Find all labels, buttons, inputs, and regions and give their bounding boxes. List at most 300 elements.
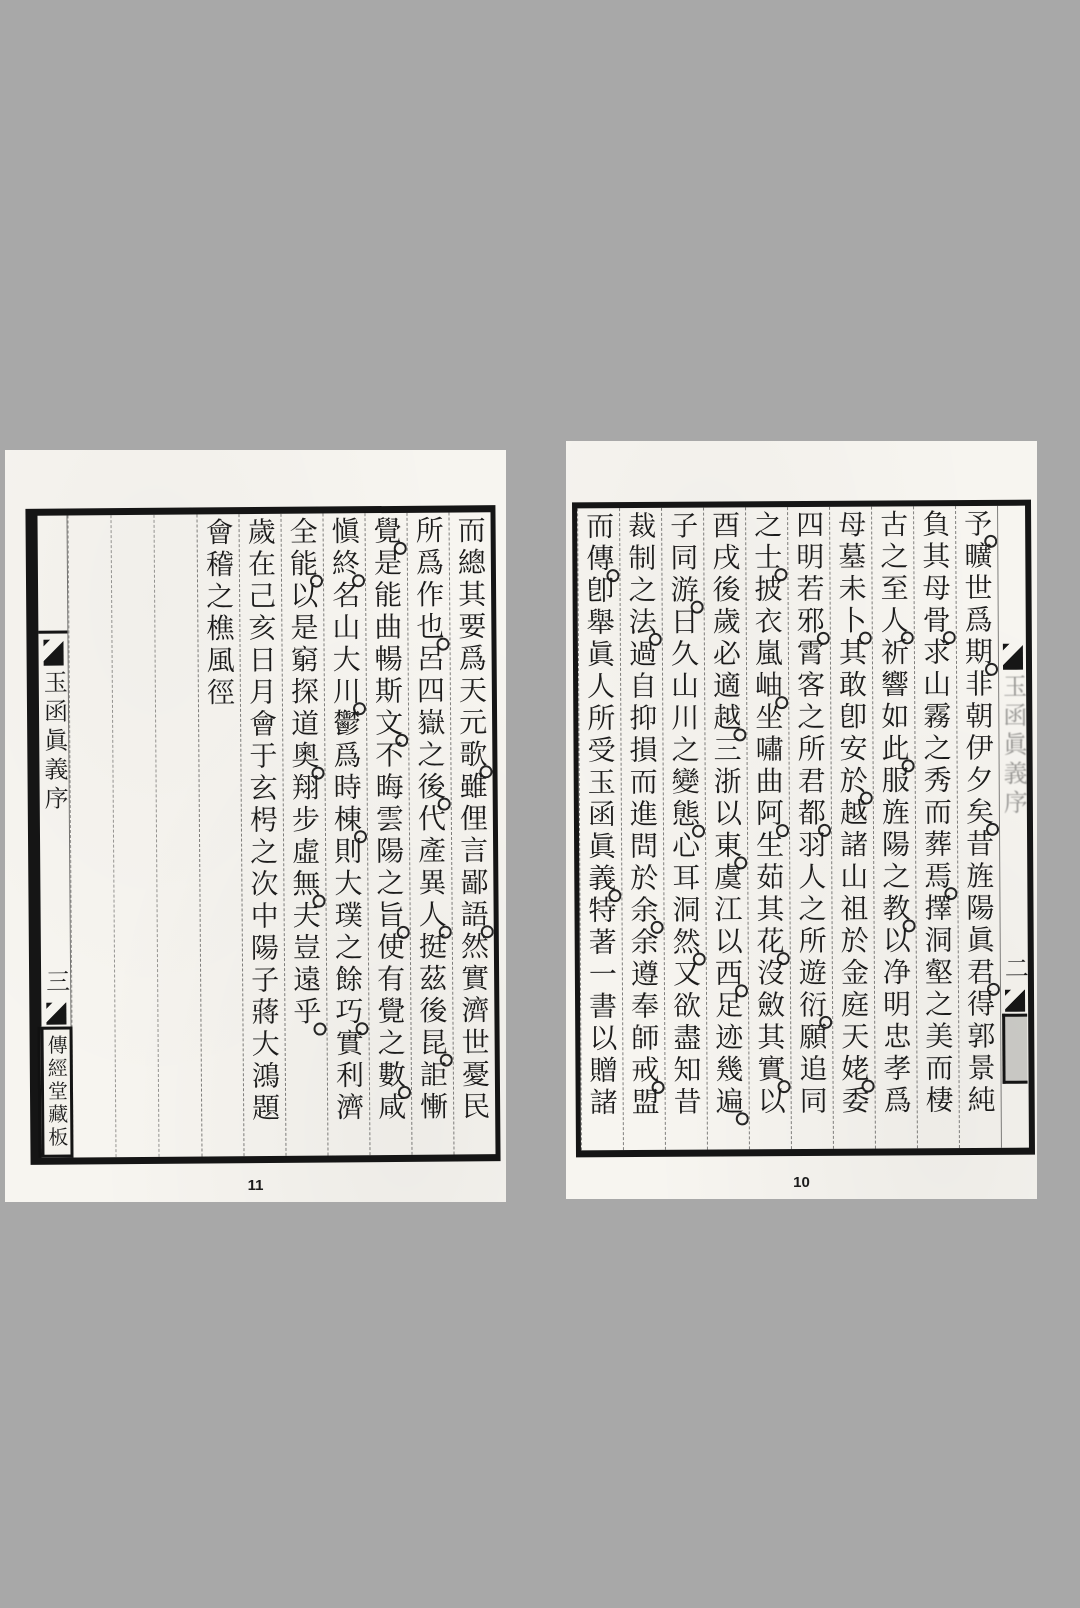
- glyph: 古: [876, 509, 910, 542]
- glyph: 四: [412, 675, 447, 708]
- fold-spacer: [54, 815, 55, 965]
- glyph: 棟: [330, 804, 363, 836]
- empty-column: [67, 515, 115, 1157]
- left-page-text-columns: [67, 512, 495, 1157]
- glyph: 然: [669, 927, 702, 959]
- glyph: 同: [795, 1085, 829, 1119]
- glyph: 而: [582, 511, 616, 544]
- glyph: 茲: [415, 963, 449, 996]
- glyph: 然: [456, 931, 491, 964]
- glyph: 全: [285, 516, 319, 549]
- glyph: 如: [877, 701, 911, 734]
- text-column: [238, 514, 285, 1156]
- glyph: 骨: [919, 605, 952, 637]
- colophon-cropped: [1002, 1014, 1027, 1084]
- glyph: 之: [372, 867, 406, 901]
- glyph: 秀: [919, 765, 953, 798]
- glyph: 川: [329, 676, 362, 708]
- glyph: 朝: [961, 700, 995, 734]
- glyph: 產: [414, 835, 448, 868]
- glyph: 是: [369, 547, 404, 581]
- glyph: 虞: [710, 862, 744, 895]
- glyph: 人: [794, 861, 828, 895]
- glyph: 是: [286, 612, 320, 645]
- glyph: 遵: [626, 958, 660, 992]
- glyph: 敢: [835, 669, 869, 702]
- glyph: 求: [918, 637, 953, 670]
- glyph: 之: [793, 701, 827, 735]
- glyph: 足: [710, 990, 745, 1023]
- glyph: 岫: [751, 670, 784, 702]
- glyph: 咸: [374, 1091, 408, 1125]
- glyph: 陽: [962, 892, 996, 926]
- glyph: 君: [793, 765, 827, 799]
- glyph: 而: [625, 766, 659, 800]
- glyph: 日: [666, 606, 700, 639]
- glyph: 若: [792, 573, 826, 607]
- right-page-frame: [572, 500, 1035, 1158]
- glyph: 美: [921, 1021, 955, 1054]
- right-page-text-columns: [577, 506, 1001, 1151]
- glyph: 之: [413, 739, 447, 772]
- glyph: 濟: [332, 1092, 366, 1125]
- glyph: 葬: [920, 829, 954, 862]
- glyph: 子: [247, 964, 281, 998]
- glyph: 於: [836, 766, 869, 798]
- folio-leaf-number: 三: [41, 968, 70, 993]
- glyph: 大: [330, 868, 364, 901]
- glyph: 爲: [329, 740, 363, 773]
- glyph: 特: [584, 895, 618, 928]
- glyph: 生: [752, 830, 786, 863]
- glyph: 同: [666, 542, 700, 575]
- glyph: 人: [583, 671, 617, 704]
- glyph: 進: [625, 798, 660, 832]
- glyph: 以: [753, 1086, 787, 1119]
- fold-edge-box: [37, 516, 67, 634]
- glyph: 游: [666, 575, 699, 607]
- glyph: 鄙: [456, 867, 490, 900]
- glyph: 無: [288, 869, 321, 901]
- glyph: 法: [625, 607, 658, 639]
- glyph: 欲: [668, 990, 703, 1023]
- glyph: 衍: [795, 990, 828, 1022]
- glyph: 之: [667, 734, 701, 767]
- glyph: 願: [795, 1021, 829, 1055]
- glyph: 阿: [752, 798, 785, 830]
- glyph: 使: [372, 931, 407, 965]
- glyph: 遠: [289, 964, 323, 997]
- glyph: 心: [668, 830, 702, 863]
- glyph: 詎: [415, 1059, 450, 1092]
- glyph: 終: [328, 548, 361, 580]
- glyph: 玄: [245, 772, 279, 806]
- glyph: 爲: [879, 1085, 913, 1118]
- glyph: 名: [328, 580, 362, 613]
- glyph: 山: [667, 670, 701, 703]
- glyph: 探: [286, 676, 321, 709]
- glyph: 鬱: [329, 708, 363, 741]
- glyph: 越: [835, 797, 870, 830]
- empty-column: [110, 515, 158, 1157]
- fishtail-mark: [1004, 990, 1024, 1012]
- glyph: 之: [794, 893, 828, 927]
- glyph: 披: [750, 574, 784, 607]
- glyph: 矣: [962, 797, 995, 829]
- glyph: 大: [328, 644, 362, 677]
- glyph: 卜: [835, 606, 868, 638]
- glyph: 曲: [751, 766, 785, 799]
- glyph: 川: [667, 702, 701, 735]
- glyph: 之: [920, 989, 955, 1022]
- glyph: 以: [286, 580, 320, 613]
- glyph: 邪: [793, 606, 826, 638]
- left-page-number: 11: [247, 1177, 264, 1194]
- glyph: 覺: [369, 516, 402, 548]
- glyph: 昔: [962, 828, 996, 862]
- glyph: 此: [877, 733, 910, 765]
- glyph: 盡: [669, 1022, 703, 1055]
- glyph: 題: [248, 1092, 282, 1126]
- glyph: 戒: [627, 1055, 660, 1087]
- glyph: 陽: [878, 829, 912, 862]
- glyph: 卽: [582, 575, 616, 608]
- glyph: 歌: [455, 739, 488, 771]
- glyph: 裁: [624, 510, 658, 544]
- glyph: 乎: [289, 997, 322, 1029]
- glyph: 焉: [920, 861, 953, 893]
- glyph: 東: [710, 830, 743, 862]
- glyph: 次: [246, 868, 280, 902]
- left-page-paper: [5, 450, 506, 1202]
- reading-mark: [736, 1112, 749, 1125]
- glyph: 夕: [961, 764, 995, 798]
- glyph: 坐: [751, 702, 785, 735]
- glyph: 旨: [373, 900, 406, 932]
- glyph: 純: [963, 1084, 997, 1118]
- glyph: 人: [877, 605, 910, 637]
- glyph: 曠: [960, 540, 994, 574]
- glyph: 巧: [331, 996, 364, 1028]
- glyph: 忠: [879, 1021, 913, 1054]
- glyph: 風: [202, 645, 236, 678]
- glyph: 豈: [288, 932, 323, 965]
- glyph: 夫: [288, 900, 322, 933]
- glyph: 虛: [288, 836, 322, 869]
- glyph: 大: [247, 1028, 281, 1062]
- glyph: 霄: [792, 637, 827, 671]
- glyph: 制: [624, 542, 658, 576]
- text-column: [196, 514, 243, 1156]
- glyph: 昆: [416, 1028, 449, 1060]
- glyph: 能: [370, 579, 404, 613]
- glyph: 教: [878, 893, 911, 925]
- glyph: 枵: [245, 804, 280, 838]
- glyph: 憂: [457, 1059, 492, 1092]
- glyph: 久: [666, 638, 701, 671]
- glyph: 之: [876, 541, 910, 574]
- glyph: 明: [878, 989, 913, 1022]
- glyph: 于: [245, 740, 279, 774]
- glyph: 明: [792, 541, 826, 575]
- glyph: 傳: [582, 543, 615, 575]
- glyph: 之: [373, 1027, 407, 1061]
- glyph: 至: [876, 573, 910, 606]
- glyph: 斯: [370, 675, 405, 709]
- glyph: 陽: [372, 835, 406, 869]
- glyph: 在: [243, 548, 278, 582]
- right-page-number: 10: [793, 1174, 810, 1191]
- text-column: [871, 506, 917, 1148]
- glyph: 其: [918, 541, 952, 574]
- glyph: 之: [330, 932, 365, 965]
- text-column: [577, 508, 623, 1150]
- glyph: 異: [414, 867, 448, 900]
- text-column: [406, 513, 453, 1155]
- glyph: 姥: [837, 1054, 870, 1086]
- glyph: 時: [329, 772, 363, 805]
- glyph: 余: [626, 926, 660, 960]
- glyph: 子: [666, 510, 700, 543]
- glyph: 餘: [331, 964, 365, 997]
- glyph: 文: [371, 708, 404, 740]
- text-column: [661, 508, 707, 1150]
- glyph: 道: [287, 708, 321, 741]
- text-column: [787, 507, 833, 1149]
- glyph: 之: [878, 861, 912, 894]
- glyph: 徑: [202, 677, 237, 710]
- glyph: 晦: [371, 771, 405, 805]
- glyph: 三: [709, 734, 743, 767]
- glyph: 諸: [585, 1087, 619, 1120]
- glyph: 祖: [836, 893, 870, 926]
- glyph: 遊: [794, 957, 828, 991]
- glyph: 墓: [834, 541, 868, 574]
- glyph: 著: [584, 927, 618, 960]
- glyph: 過: [624, 638, 659, 672]
- glyph: 受: [583, 735, 617, 768]
- glyph: 服: [877, 765, 911, 798]
- glyph: 適: [709, 670, 743, 703]
- glyph: 其: [752, 894, 786, 927]
- glyph: 民: [458, 1091, 492, 1124]
- glyph: 代: [413, 803, 448, 836]
- glyph: 後: [414, 772, 447, 804]
- glyph: 戌: [708, 542, 742, 575]
- glyph: 耳: [668, 862, 702, 895]
- glyph: 非: [961, 668, 995, 702]
- glyph: 予: [960, 509, 993, 541]
- glyph: 客: [793, 669, 827, 703]
- glyph: 態: [668, 799, 701, 831]
- glyph: 所: [411, 515, 445, 548]
- glyph: 四: [792, 509, 826, 543]
- glyph: 贈: [585, 1055, 619, 1088]
- glyph: 歲: [243, 516, 277, 550]
- glyph: 實: [331, 1028, 365, 1061]
- glyph: 其: [834, 637, 869, 670]
- glyph: 能: [286, 549, 319, 581]
- glyph: 委: [837, 1085, 871, 1118]
- glyph: 金: [836, 957, 870, 990]
- glyph: 言: [456, 835, 490, 868]
- glyph: 於: [626, 862, 660, 896]
- reading-mark: [313, 1023, 326, 1036]
- glyph: 所: [583, 703, 617, 736]
- glyph: 奉: [626, 990, 661, 1024]
- glyph: 蔣: [247, 996, 281, 1030]
- glyph: 茹: [752, 862, 786, 895]
- glyph: 稽: [201, 549, 236, 582]
- glyph: 歲: [708, 606, 742, 639]
- glyph: 翔: [287, 772, 321, 805]
- glyph: 愼: [327, 516, 361, 549]
- glyph: 慚: [416, 1091, 450, 1124]
- glyph: 月: [244, 676, 279, 710]
- glyph: 其: [453, 579, 488, 612]
- glyph: 之: [202, 581, 236, 614]
- glyph: 不: [371, 739, 405, 773]
- glyph: 後: [415, 995, 449, 1028]
- glyph: 響: [877, 669, 911, 702]
- glyph: 義: [584, 863, 617, 895]
- glyph: 會: [201, 517, 235, 550]
- glyph: 也: [412, 612, 445, 644]
- glyph: 斂: [752, 990, 787, 1023]
- glyph: 璞: [330, 900, 364, 933]
- glyph: 鴻: [247, 1060, 282, 1094]
- glyph: 洞: [668, 894, 702, 927]
- glyph: 數: [374, 1060, 407, 1092]
- glyph: 山: [328, 612, 362, 645]
- glyph: 於: [836, 925, 870, 958]
- glyph: 之: [919, 733, 953, 766]
- glyph: 遍: [712, 1086, 745, 1118]
- glyph: 未: [834, 573, 868, 606]
- glyph: 負: [918, 509, 952, 542]
- left-page-frame: [25, 505, 500, 1165]
- fold-spacer-top: [1012, 506, 1013, 638]
- glyph: 奧: [287, 741, 320, 773]
- text-column: [955, 506, 1001, 1148]
- glyph: 眞: [584, 831, 618, 864]
- glyph: 問: [626, 830, 660, 864]
- glyph: 衣: [750, 606, 784, 639]
- glyph: 江: [710, 894, 744, 927]
- glyph: 母: [918, 573, 952, 606]
- glyph: 景: [963, 1052, 997, 1086]
- glyph: 棲: [921, 1085, 955, 1118]
- glyph: 花: [753, 926, 786, 958]
- glyph: 陽: [246, 932, 281, 966]
- fishtail-mark: [43, 640, 63, 666]
- glyph: 以: [878, 925, 912, 958]
- text-column: [829, 507, 875, 1149]
- glyph: 霧: [919, 701, 953, 734]
- glyph: 酉: [708, 510, 742, 543]
- glyph: 以: [710, 926, 744, 959]
- glyph: 壑: [920, 957, 954, 990]
- glyph: 樵: [202, 613, 236, 646]
- glyph: 所: [793, 733, 827, 767]
- glyph: 諸: [836, 829, 870, 862]
- glyph: 眞: [962, 924, 996, 958]
- fishtail-mark: [1002, 644, 1022, 670]
- glyph: 庭: [836, 989, 871, 1022]
- glyph: 追: [795, 1053, 829, 1087]
- glyph: 旌: [962, 860, 996, 894]
- glyph: 一: [584, 959, 618, 992]
- glyph: 俚: [455, 803, 490, 836]
- folio-title: 玉函眞義序: [39, 669, 69, 815]
- glyph: 爲: [960, 604, 994, 638]
- glyph: 濟: [457, 995, 491, 1028]
- glyph: 後: [708, 574, 742, 607]
- glyph: 抑: [625, 702, 659, 736]
- glyph: 損: [625, 734, 659, 768]
- glyph: 士: [750, 542, 783, 574]
- glyph: 又: [668, 958, 702, 991]
- glyph: 盟: [627, 1086, 661, 1120]
- glyph: 所: [794, 925, 828, 959]
- glyph: 而: [921, 1053, 955, 1086]
- glyph: 挺: [414, 931, 449, 964]
- glyph: 世: [457, 1027, 491, 1060]
- glyph: 都: [794, 798, 827, 830]
- folio-title: 玉函眞義序: [998, 673, 1028, 819]
- glyph: 沒: [752, 958, 786, 991]
- glyph: 余: [626, 895, 659, 927]
- fold-spacer: [1013, 819, 1014, 952]
- folio-leaf-number: 二: [1000, 955, 1029, 980]
- glyph: 會: [245, 708, 279, 742]
- text-column: [913, 506, 959, 1148]
- text-column: [280, 514, 327, 1156]
- glyph: 作: [412, 579, 446, 612]
- glyph: 羽: [794, 829, 828, 863]
- glyph: 嵐: [750, 638, 785, 671]
- glyph: 伊: [961, 732, 995, 766]
- glyph: 雲: [371, 803, 406, 837]
- glyph: 則: [330, 836, 364, 869]
- glyph: 洞: [920, 925, 954, 958]
- text-column: [364, 513, 411, 1155]
- glyph: 世: [960, 572, 994, 606]
- glyph: 嘯: [751, 734, 785, 767]
- text-column: [745, 507, 791, 1149]
- glyph: 净: [878, 957, 912, 990]
- glyph: 山: [836, 861, 870, 894]
- glyph: 必: [708, 638, 743, 671]
- glyph: 總: [453, 547, 487, 580]
- glyph: 函: [583, 799, 618, 832]
- glyph: 其: [753, 1022, 787, 1055]
- right-page-paper: [566, 441, 1037, 1199]
- glyph: 己: [244, 580, 278, 614]
- glyph: 曲: [370, 611, 404, 645]
- glyph: 日: [244, 644, 278, 678]
- glyph: 安: [835, 733, 869, 766]
- glyph: 利: [331, 1060, 366, 1093]
- glyph: 要: [454, 611, 488, 644]
- fishtail-mark: [46, 1003, 66, 1025]
- glyph: 中: [246, 900, 280, 934]
- glyph: 實: [753, 1054, 786, 1086]
- glyph: 書: [584, 991, 619, 1024]
- glyph: 君: [963, 957, 996, 989]
- glyph: 天: [454, 675, 489, 708]
- glyph: 覺: [373, 995, 407, 1029]
